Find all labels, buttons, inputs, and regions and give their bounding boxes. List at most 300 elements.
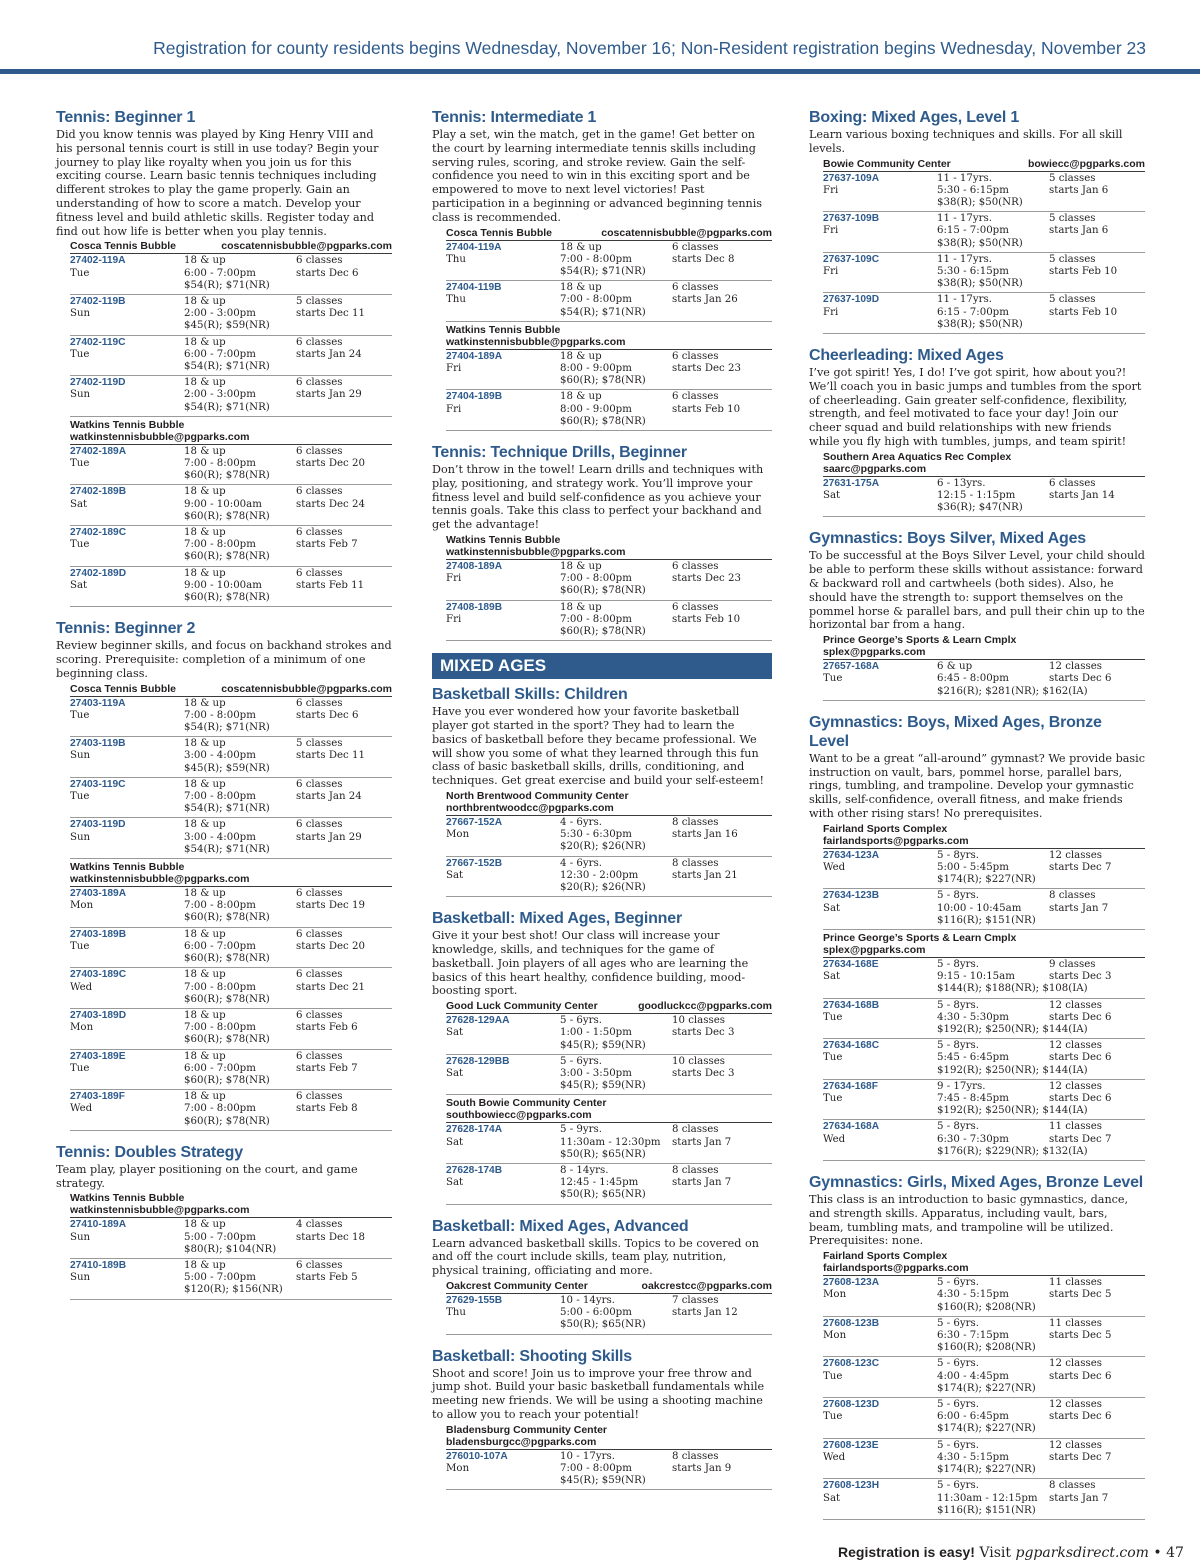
course-code[interactable]: 27628-129AA — [446, 1015, 510, 1027]
age-range: 18 & up — [184, 1219, 226, 1231]
footer-separator: • — [1153, 1545, 1162, 1561]
venue-block — [446, 1000, 772, 1095]
class-count: 4 classes — [296, 1219, 343, 1231]
start-date: starts Dec 3 — [672, 1027, 735, 1039]
class-time: 7:00 - 8:00pm — [184, 458, 256, 470]
footer-site-link[interactable]: pgparksdirect.com — [1015, 1545, 1149, 1561]
start-date: starts Dec 6 — [296, 267, 359, 279]
class-day: Sun — [70, 1272, 91, 1284]
class-count: 8 classes — [672, 857, 719, 869]
course-code[interactable]: 27402-119D — [70, 377, 126, 389]
venue-header — [70, 861, 392, 887]
start-date: starts Dec 6 — [1049, 1411, 1112, 1423]
class-count: 6 classes — [296, 888, 343, 900]
course-code[interactable]: 27408-189A — [446, 561, 503, 572]
class-count: 6 classes — [1049, 477, 1096, 489]
class-row — [446, 281, 772, 322]
start-date: starts Feb 6 — [296, 1022, 358, 1034]
class-count: 12 classes — [1049, 1080, 1102, 1092]
class-row — [446, 601, 772, 642]
count-start-cell — [672, 1165, 772, 1202]
code-day-cell — [823, 1040, 937, 1077]
class-day: Fri — [823, 225, 839, 237]
class-fee: $54(R); $71(NR) — [184, 279, 270, 291]
age-range: 8 - 14yrs. — [560, 1165, 609, 1177]
start-date: starts Dec 23 — [672, 573, 741, 585]
count-start-cell — [296, 888, 392, 925]
course-code[interactable]: 27404-119B — [446, 282, 502, 294]
course-code[interactable]: 27402-189D — [70, 567, 127, 579]
class-count: 6 classes — [672, 561, 719, 572]
course-code[interactable]: 27402-119B — [70, 295, 126, 307]
venue-email[interactable]: watkinstennisbubble@pgparks.com — [446, 335, 626, 348]
course-code[interactable]: 27637-109C — [823, 253, 880, 265]
class-day: Tue — [70, 348, 90, 360]
course-code[interactable]: 27410-189A — [70, 1219, 127, 1231]
class-day: Thu — [446, 1307, 466, 1319]
venue-email[interactable]: southbowiecc@pgparks.com — [446, 1109, 592, 1122]
age-range: 5 - 6yrs. — [937, 1399, 979, 1411]
class-fee: $174(R); $227(NR) — [937, 874, 1036, 886]
code-day-cell — [823, 1358, 937, 1395]
course-code[interactable]: 27403-189C — [70, 969, 127, 981]
page-number: 47 — [1166, 1545, 1184, 1561]
age-range: 18 & up — [184, 778, 226, 790]
class-count: 6 classes — [296, 1009, 343, 1021]
class-row — [823, 1479, 1145, 1520]
class-count: 12 classes — [1049, 849, 1102, 861]
start-date: starts Feb 10 — [1049, 306, 1118, 318]
class-fee: $176(R); $229(NR); $132(IA) — [937, 1145, 1088, 1157]
course-listing — [809, 108, 1145, 334]
course-code[interactable]: 27608-123B — [823, 1317, 880, 1329]
class-count: 10 classes — [672, 1055, 725, 1067]
class-fee: $216(R); $281(NR); $162(IA) — [937, 685, 1088, 697]
course-code[interactable]: 27402-119C — [70, 336, 126, 348]
class-count: 7 classes — [672, 1295, 719, 1307]
code-day-cell — [823, 1440, 937, 1477]
course-code[interactable]: 27667-152A — [446, 817, 503, 828]
header-rule — [0, 69, 1200, 74]
venue-header — [70, 240, 392, 254]
course-description: Want to be a great “all-around” gymnast? We provide basic instruction on vault, bars, pommel horse, parallel bars, rings, tumbling, and trampoline. Develop your gymnastic skills, self-confidence, overall fitness, and make friends with other rising stars! No prerequisites. — [809, 751, 1145, 820]
course-code[interactable]: 27629-155B — [446, 1295, 503, 1307]
class-fee: $174(R); $227(NR) — [937, 1423, 1036, 1435]
venue-email[interactable]: saarc@pgparks.com — [823, 462, 927, 475]
start-date: starts Feb 10 — [1049, 266, 1118, 278]
class-day: Sat — [70, 579, 88, 591]
course-code[interactable]: 27634-168A — [823, 1121, 880, 1133]
code-day-cell — [70, 779, 184, 816]
code-day-cell — [70, 255, 184, 292]
class-row — [446, 1014, 772, 1055]
course-code[interactable]: 27403-119B — [70, 738, 126, 750]
class-count: 5 classes — [1049, 172, 1096, 184]
course-code[interactable]: 27408-189B — [446, 601, 503, 613]
class-count: 5 classes — [1049, 253, 1096, 265]
venue-email[interactable]: oakcrestcc@pgparks.com — [641, 1280, 772, 1293]
venue-email[interactable]: northbrentwoodcc@pgparks.com — [446, 802, 614, 814]
class-fee: $38(R); $50(NR) — [937, 237, 1023, 249]
class-fee: $54(R); $71(NR) — [560, 306, 646, 318]
ages-time-cell — [937, 478, 1049, 515]
start-date: starts Dec 20 — [296, 940, 365, 952]
class-time: 5:30 - 6:15pm — [937, 266, 1009, 278]
count-start-cell — [1049, 1440, 1145, 1477]
venue-email[interactable]: coscatennisbubble@pgparks.com — [221, 240, 392, 253]
count-start-cell — [672, 561, 772, 598]
course-code[interactable]: 27403-189E — [70, 1050, 126, 1062]
code-day-cell — [70, 1219, 184, 1256]
venue-email[interactable]: splex@pgparks.com — [823, 944, 926, 957]
code-day-cell — [446, 1165, 560, 1202]
class-row — [70, 336, 392, 377]
course-code[interactable]: 27637-109A — [823, 172, 880, 184]
class-fee: $160(R); $208(NR) — [937, 1301, 1036, 1313]
venue-name: Watkins Tennis Bubble — [70, 1192, 185, 1205]
class-time: 8:00 - 9:00pm — [560, 403, 632, 415]
age-range: 18 & up — [184, 567, 226, 579]
class-day: Tue — [70, 539, 90, 551]
code-day-cell — [823, 1318, 937, 1355]
class-time: 10:00 - 10:45am — [937, 902, 1022, 914]
class-fee: $45(R); $59(NR) — [184, 320, 270, 332]
class-count: 6 classes — [672, 241, 719, 253]
ages-time-cell — [560, 602, 672, 639]
class-time: 12:15 - 1:15pm — [937, 490, 1016, 502]
course-code[interactable]: 27403-119A — [70, 697, 126, 709]
course-code[interactable]: 27402-189C — [70, 527, 127, 539]
venue-header — [70, 1192, 392, 1218]
class-row — [446, 816, 772, 857]
class-count: 6 classes — [296, 377, 343, 389]
venue-email[interactable]: bladensburgcc@pgparks.com — [446, 1435, 597, 1448]
course-title: Boxing: Mixed Ages, Level 1 — [809, 109, 1020, 126]
course-code[interactable]: 27403-189F — [70, 1091, 125, 1103]
course-description: Shoot and score! Join us to improve your free throw and jump shot. Build your basic basketball fundamentals while meeting new friends. We will be using a shooting machine to allow you to reach your potential! — [432, 1366, 765, 1422]
venue-name: Southern Area Aquatics Rec Complex — [823, 450, 1012, 463]
course-code[interactable]: 27404-189A — [446, 350, 503, 362]
class-fee: $60(R); $78(NR) — [184, 1115, 270, 1127]
count-start-cell — [1049, 1081, 1145, 1118]
venue-email[interactable]: watkinstennisbubble@pgparks.com — [70, 430, 250, 443]
start-date: starts Feb 10 — [672, 613, 741, 625]
venue-email[interactable]: goodluckcc@pgparks.com — [638, 1000, 772, 1013]
venue-header — [70, 683, 392, 697]
count-start-cell — [1049, 1480, 1145, 1517]
course-code[interactable]: 27634-123A — [823, 849, 880, 861]
course-code[interactable]: 27404-189B — [446, 391, 503, 403]
course-code[interactable]: 276010-107A — [446, 1450, 508, 1462]
course-code[interactable]: 27634-168C — [823, 1040, 880, 1052]
course-code[interactable]: 27634-168F — [823, 1080, 878, 1092]
class-time: 7:00 - 8:00pm — [560, 253, 632, 265]
class-row — [823, 1439, 1145, 1480]
course-code[interactable]: 27657-168A — [823, 661, 880, 673]
course-code[interactable]: 27403-189D — [70, 1009, 127, 1021]
class-row — [70, 1009, 392, 1050]
code-day-cell — [823, 661, 937, 698]
venue-block — [823, 932, 1145, 1161]
course-code[interactable]: 27608-123A — [823, 1277, 880, 1289]
class-fee: $144(R); $188(NR); $108(IA) — [937, 983, 1088, 995]
course-code[interactable]: 27402-189A — [70, 445, 127, 457]
class-time: 4:30 - 5:15pm — [937, 1289, 1009, 1301]
start-date: starts Dec 5 — [1049, 1289, 1112, 1301]
count-start-cell — [672, 1124, 772, 1161]
class-row — [70, 295, 392, 336]
class-count: 8 classes — [1049, 1480, 1096, 1492]
class-day: Wed — [823, 1133, 846, 1145]
class-time: 2:00 - 3:00pm — [184, 389, 256, 401]
age-range: 18 & up — [184, 888, 226, 900]
ages-time-cell — [184, 446, 296, 483]
count-start-cell — [1049, 254, 1145, 291]
age-range: 11 - 17yrs. — [937, 253, 992, 265]
course-code[interactable]: 27608-123E — [823, 1439, 879, 1451]
count-start-cell — [672, 1015, 772, 1052]
count-start-cell — [672, 391, 772, 428]
venue-name: Watkins Tennis Bubble — [446, 323, 561, 336]
course-description: Review beginner skills, and focus on backhand strokes and scoring. Prerequisite: completion of a minimum of one beginning class. — [56, 639, 392, 680]
course-code[interactable]: 27667-152B — [446, 857, 503, 869]
class-row — [70, 1218, 392, 1259]
code-day-cell — [446, 282, 560, 319]
start-date: starts Dec 6 — [1049, 673, 1112, 685]
venue-name: North Brentwood Community Center — [446, 790, 629, 802]
class-day: Fri — [823, 184, 839, 196]
age-range: 11 - 17yrs. — [937, 213, 992, 225]
class-count: 6 classes — [296, 567, 343, 579]
class-count: 8 classes — [672, 817, 719, 828]
class-day: Mon — [446, 829, 470, 841]
class-row — [446, 1164, 772, 1205]
code-day-cell — [446, 602, 560, 639]
age-range: 5 - 6yrs. — [560, 1055, 602, 1067]
course-code[interactable]: 27631-175A — [823, 477, 880, 489]
class-count: 11 classes — [1049, 1277, 1102, 1289]
ages-time-cell — [560, 391, 672, 428]
course-code[interactable]: 27402-119A — [70, 255, 126, 267]
class-row — [446, 857, 772, 898]
class-row — [823, 889, 1145, 930]
course-code[interactable]: 27637-109D — [823, 294, 880, 306]
course-description: Don’t throw in the towel! Learn drills and techniques with play, positioning, and strategy work. You’ll improve your fitness level and build self-confidence as you achieve your tennis goals. Take this class to perfect your backhand and get the advantage! — [432, 463, 764, 532]
start-date: starts Dec 11 — [296, 750, 365, 762]
course-description: Give it your best shot! Our class will increase your knowledge, skills, and techniques for the game of basketball. Join players of all ages who are learning the basics of this heart healthy, confidence building, mood-boosting sport. — [432, 929, 749, 998]
code-day-cell — [70, 929, 184, 966]
venue-header — [446, 1280, 772, 1294]
age-range: 5 - 8yrs. — [937, 999, 979, 1011]
class-count: 5 classes — [296, 738, 343, 750]
course-title: Basketball: Mixed Ages, Advanced — [432, 1217, 689, 1235]
class-count: 6 classes — [296, 255, 343, 267]
course-code[interactable]: 27403-119C — [70, 778, 126, 790]
class-time: 11:30am - 12:15pm — [937, 1492, 1038, 1504]
code-day-cell — [70, 819, 184, 856]
class-time: 6:30 - 7:30pm — [937, 1133, 1009, 1145]
venue-email[interactable]: splex@pgparks.com — [823, 646, 926, 659]
course-title: Tennis: Technique Drills, Beginner — [432, 444, 687, 462]
start-date: starts Dec 6 — [1049, 1052, 1112, 1064]
course-code[interactable]: 27628-174B — [446, 1165, 503, 1177]
class-day: Tue — [823, 1052, 843, 1064]
venue-name: Prince George’s Sports & Learn Cmplx — [823, 932, 1017, 945]
class-time: 7:00 - 8:00pm — [184, 1022, 256, 1034]
age-range: 5 - 6yrs. — [937, 1277, 979, 1289]
code-day-cell — [70, 738, 184, 775]
ages-time-cell — [937, 890, 1049, 927]
venue-header — [823, 1250, 1145, 1276]
class-time: 5:00 - 5:45pm — [937, 862, 1009, 873]
course-code[interactable]: 27634-168E — [823, 959, 879, 971]
class-time: 7:00 - 8:00pm — [560, 573, 632, 585]
class-row — [446, 560, 772, 601]
course-code[interactable]: 27402-189B — [70, 486, 127, 498]
start-date: starts Jan 9 — [672, 1463, 732, 1475]
start-date: starts Jan 6 — [1049, 184, 1109, 196]
code-day-cell — [70, 377, 184, 414]
ages-time-cell — [184, 255, 296, 292]
class-row — [70, 526, 392, 567]
age-range: 5 - 8yrs. — [937, 890, 979, 902]
start-date: starts Dec 8 — [672, 253, 735, 265]
code-day-cell — [70, 888, 184, 925]
course-code[interactable]: 27403-189A — [70, 888, 127, 900]
count-start-cell — [296, 698, 392, 735]
class-day: Sat — [823, 490, 841, 502]
start-date: starts Dec 11 — [296, 308, 365, 320]
class-day: Sun — [70, 750, 91, 762]
class-count: 8 classes — [672, 1450, 719, 1462]
class-row — [70, 485, 392, 526]
course-code[interactable]: 27628-174A — [446, 1124, 503, 1136]
course-code[interactable]: 27608-123H — [823, 1480, 880, 1492]
course-description: Learn various boxing techniques and skills. For all skill levels. — [809, 128, 1123, 155]
course-code[interactable]: 27404-119A — [446, 241, 502, 253]
start-date: starts Feb 7 — [296, 1062, 358, 1074]
class-row — [446, 390, 772, 431]
age-range: 6 & up — [937, 661, 973, 673]
venue-block — [823, 634, 1145, 701]
course-code[interactable]: 27403-189B — [70, 928, 127, 940]
start-date: starts Dec 7 — [1049, 1451, 1112, 1463]
class-row — [70, 1050, 392, 1091]
course-title: Basketball: Mixed Ages, Beginner — [432, 910, 682, 928]
code-day-cell — [823, 1121, 937, 1158]
course-listing — [809, 713, 1145, 1161]
class-row — [70, 1259, 392, 1300]
class-count: 6 classes — [296, 778, 343, 790]
count-start-cell — [1049, 850, 1145, 887]
start-date: starts Dec 6 — [296, 709, 359, 721]
class-day: Fri — [446, 363, 462, 374]
class-time: 6:00 - 7:00pm — [184, 1062, 256, 1074]
count-start-cell — [672, 351, 772, 388]
course-code[interactable]: 27634-168B — [823, 999, 880, 1011]
venue-name: Fairland Sports Complex — [823, 1250, 948, 1263]
start-date: starts Jan 29 — [296, 389, 362, 401]
course-code[interactable]: 27628-129BB — [446, 1055, 510, 1067]
class-fee: $116(R); $151(NR) — [937, 914, 1036, 926]
start-date: starts Dec 5 — [1049, 1330, 1112, 1342]
count-start-cell — [672, 1295, 772, 1332]
class-row — [823, 849, 1145, 890]
class-day: Tue — [823, 1370, 843, 1382]
venue-block — [823, 823, 1145, 930]
count-start-cell — [1049, 173, 1145, 210]
code-day-cell — [70, 969, 184, 1006]
code-day-cell — [446, 1015, 560, 1052]
course-code[interactable]: 27403-119D — [70, 819, 126, 831]
venue-email[interactable]: fairlandsports@pgparks.com — [823, 834, 969, 847]
class-fee: $60(R); $78(NR) — [184, 551, 270, 563]
count-start-cell — [1049, 1121, 1145, 1158]
course-title: Gymnastics: Boys Silver, Mixed Ages — [809, 530, 1086, 548]
course-code[interactable]: 27637-109B — [823, 213, 880, 225]
class-day: Wed — [823, 1451, 846, 1463]
venue-email[interactable]: bowiecc@pgparks.com — [1027, 157, 1145, 170]
venue-email[interactable]: watkinstennisbubble@pgparks.com — [70, 873, 250, 886]
class-row — [823, 1357, 1145, 1398]
class-day: Sun — [70, 831, 91, 843]
venue-email[interactable]: watkinstennisbubble@pgparks.com — [70, 1204, 250, 1217]
start-date: starts Jan 7 — [672, 1177, 732, 1189]
ages-time-cell — [560, 242, 672, 279]
code-day-cell — [446, 391, 560, 428]
venue-email[interactable]: watkinstennisbubble@pgparks.com — [446, 546, 626, 558]
class-time: 2:00 - 3:00pm — [184, 308, 256, 320]
start-date: starts Dec 6 — [1049, 1370, 1112, 1382]
course-description: Play a set, win the match, get in the game! Get better on the court by learning intermediate tennis skills including serving rules, scoring, and stroke review. Gain the self-confidence you need to win in this exciting sport and be empowered to move to next level victories! Past participation in a beginning or advanced beginning tennis class is recommended. — [432, 128, 763, 224]
code-day-cell — [70, 1051, 184, 1088]
class-fee: $38(R); $50(NR) — [937, 278, 1023, 290]
code-day-cell — [823, 173, 937, 210]
code-day-cell — [446, 242, 560, 279]
start-date: starts Jan 24 — [296, 348, 362, 360]
venue-email[interactable]: coscatennisbubble@pgparks.com — [221, 682, 392, 695]
code-day-cell — [823, 478, 937, 515]
class-day: Thu — [446, 294, 466, 306]
course-code[interactable]: 27608-123C — [823, 1358, 880, 1370]
age-range: 18 & up — [560, 282, 602, 294]
count-start-cell — [1049, 213, 1145, 250]
venue-email[interactable]: fairlandsports@pgparks.com — [823, 1262, 969, 1275]
course-code[interactable]: 27634-123B — [823, 890, 880, 902]
class-row — [446, 1123, 772, 1164]
class-fee: $54(R); $71(NR) — [184, 843, 270, 855]
class-count: 11 classes — [1049, 1121, 1102, 1133]
course-code[interactable]: 27410-189B — [70, 1259, 127, 1271]
venue-email[interactable]: coscatennisbubble@pgparks.com — [601, 226, 772, 239]
class-row — [70, 445, 392, 486]
code-day-cell — [70, 296, 184, 333]
course-title: Gymnastics: Boys, Mixed Ages, Bronze Level — [809, 713, 1102, 750]
course-code[interactable]: 27608-123D — [823, 1399, 880, 1411]
class-row — [70, 567, 392, 608]
venue-header — [70, 419, 392, 445]
age-range: 18 & up — [184, 697, 226, 709]
venue-name: Bladensburg Community Center — [446, 1423, 608, 1436]
count-start-cell — [672, 602, 772, 639]
class-fee: $60(R); $78(NR) — [560, 375, 646, 387]
class-day: Sun — [70, 308, 91, 320]
class-time: 7:00 - 8:00pm — [184, 539, 256, 551]
code-day-cell — [446, 1295, 560, 1332]
class-row — [70, 376, 392, 417]
class-time: 4:30 - 5:30pm — [937, 1011, 1009, 1023]
age-range: 5 - 6yrs. — [937, 1317, 979, 1329]
